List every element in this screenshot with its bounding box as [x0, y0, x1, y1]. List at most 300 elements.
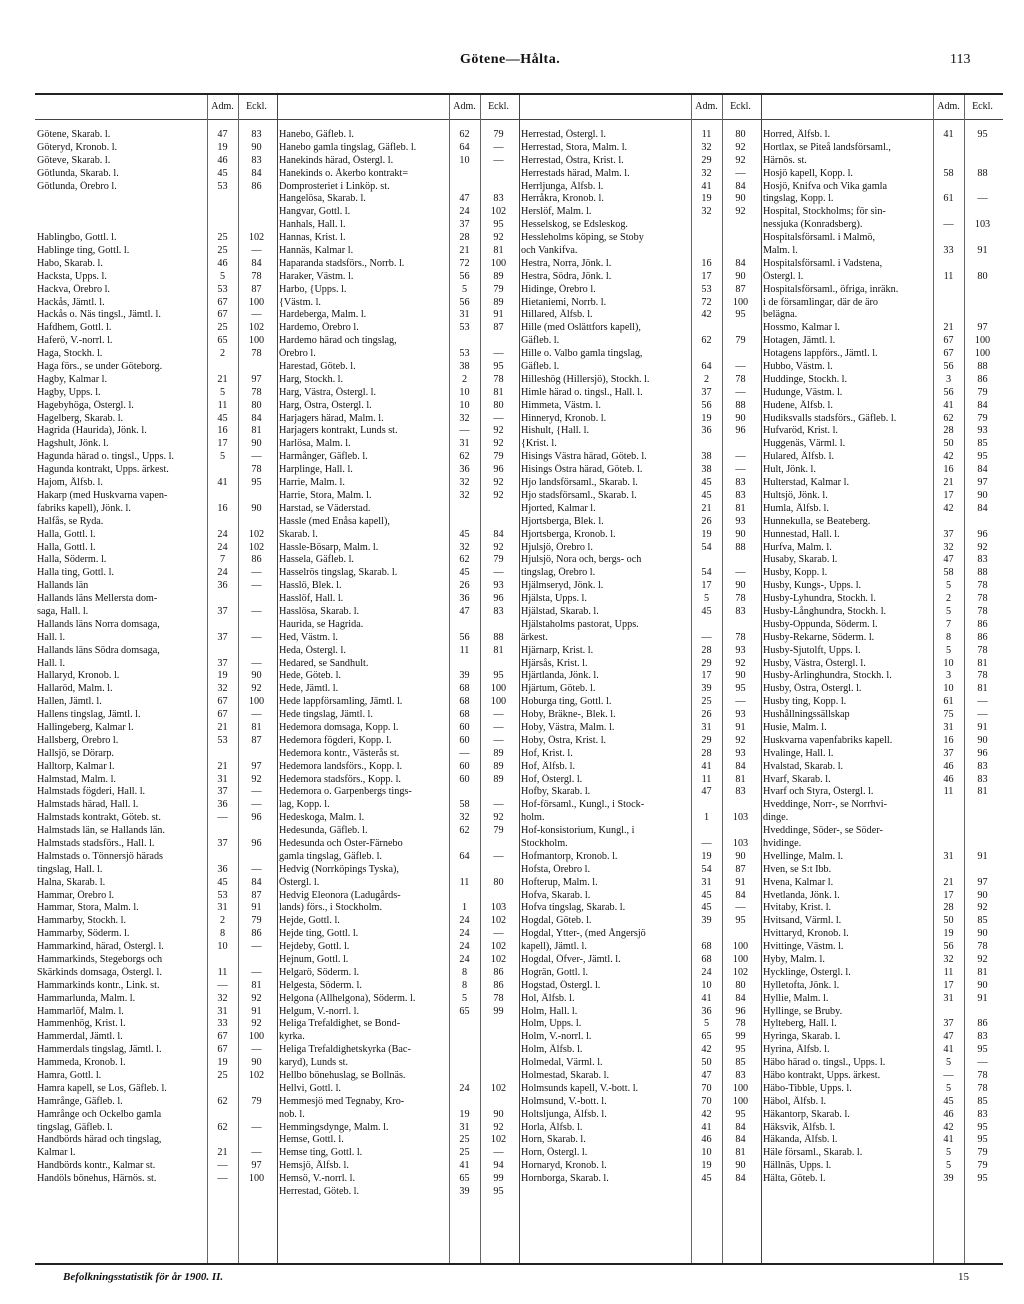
adm-page: 37 — [943, 528, 954, 540]
eckl-page: 100 — [732, 954, 749, 965]
adm-page: 41 — [459, 1160, 470, 1172]
eckl-page: 92 — [735, 657, 746, 669]
eckl-page: 100 — [732, 1082, 749, 1094]
adm-page: 21 — [217, 1147, 228, 1159]
table-row — [519, 838, 761, 851]
adm-page: 36 — [701, 425, 712, 437]
table-row — [277, 735, 519, 748]
place-name: Hejnum, Gottl. l. — [279, 954, 349, 965]
place-name: Hjärtum, Göteb. l. — [521, 683, 596, 695]
adm-page: — — [943, 219, 954, 231]
eckl-page: 78 — [735, 1018, 746, 1030]
place-name: Hjulsjö, Örebro l. — [521, 541, 593, 553]
adm-page: 19 — [701, 193, 712, 205]
eckl-page: 81 — [493, 245, 504, 257]
place-name: Helgum, V.-norrl. l. — [279, 1005, 359, 1017]
adm-page: 36 — [217, 580, 228, 592]
adm-page: 11 — [459, 644, 470, 656]
table-row — [519, 193, 761, 206]
place-name: Häksvik, Älfsb. l. — [763, 1121, 836, 1133]
adm-page: 60 — [459, 760, 470, 772]
table-row — [277, 761, 519, 774]
eckl-page: 81 — [251, 721, 262, 733]
adm-page: 67 — [943, 348, 954, 360]
table-row — [277, 1186, 519, 1199]
adm-page: 41 — [701, 992, 712, 1004]
table-row — [761, 1096, 1003, 1109]
table-row — [519, 1096, 761, 1109]
adm-page: 45 — [701, 477, 712, 489]
place-name: Hanebo, Gäfleb. l. — [279, 129, 354, 140]
table-row — [35, 516, 277, 529]
eckl-page: 83 — [735, 786, 746, 798]
place-name: {Krist. l. — [521, 438, 557, 450]
table-row — [35, 413, 277, 426]
place-name: Hagby, Upps. l. — [37, 386, 101, 398]
place-name: hvidinge. — [763, 837, 802, 849]
table-row — [35, 142, 277, 155]
table-row — [35, 387, 277, 400]
table-row — [761, 348, 1003, 361]
place-name: Hedesunda, Gäfleb. l. — [279, 825, 368, 837]
eckl-page: 86 — [251, 928, 262, 940]
table-row — [277, 400, 519, 413]
table-row — [35, 954, 277, 967]
adm-page: 72 — [459, 257, 470, 269]
adm-page: 11 — [943, 966, 954, 978]
place-name: Habo, Skarab. l. — [37, 257, 103, 269]
adm-page: 25 — [217, 245, 228, 257]
eckl-page: 83 — [493, 193, 504, 205]
adm-page: 56 — [701, 399, 712, 411]
place-name: Hallands läns Mellersta dom- — [37, 593, 158, 605]
table-row — [519, 877, 761, 890]
eckl-page: 90 — [977, 979, 988, 991]
place-name: Domprosteriet i Linköp. st. — [279, 180, 390, 192]
adm-page: 10 — [459, 399, 470, 411]
table-row — [277, 142, 519, 155]
place-name: Harstad, se Väderstad. — [279, 502, 371, 514]
eckl-page: 103 — [490, 902, 507, 914]
place-name: Hemsjö, Älfsb. l. — [279, 1160, 349, 1172]
eckl-page: 89 — [493, 773, 504, 785]
eckl-page: 88 — [735, 399, 746, 411]
place-name: Hammeda, Kronob. l. — [37, 1057, 126, 1069]
table-row — [277, 967, 519, 980]
place-name: Hisings Östra härad, Göteb. l. — [521, 464, 643, 476]
eckl-page: 90 — [735, 670, 746, 682]
table-row — [277, 632, 519, 645]
table-row — [277, 322, 519, 335]
adm-page: 42 — [943, 1121, 954, 1133]
adm-page: 56 — [459, 270, 470, 282]
table-row — [519, 786, 761, 799]
eckl-page: 93 — [493, 580, 504, 592]
place-name: Hvarf, Skarab. l. — [763, 773, 831, 785]
eckl-page: 84 — [251, 876, 262, 888]
table-row — [277, 490, 519, 503]
eckl-page: 84 — [735, 760, 746, 772]
adm-page: 68 — [459, 696, 470, 708]
table-row — [35, 335, 277, 348]
place-name: Hvalinge, Hall. l. — [763, 747, 834, 759]
eckl-page: 84 — [251, 412, 262, 424]
table-row — [277, 245, 519, 258]
place-name: Hellvi, Gottl. l. — [279, 1082, 341, 1094]
table-row — [35, 1134, 277, 1147]
place-name: Hufvaröd, Krist. l. — [763, 425, 838, 437]
place-name: Hallaryd, Kronob. l. — [37, 670, 120, 682]
adm-page: 37 — [217, 631, 228, 643]
table-row — [277, 361, 519, 374]
place-name: Hagunda härad o. tingsl., Upps. l. — [37, 451, 174, 463]
adm-header: Adm. — [937, 101, 960, 112]
table-row — [519, 554, 761, 567]
adm-page: 45 — [701, 1173, 712, 1185]
place-name: tingslag, Gäfleb. l. — [37, 1121, 113, 1133]
table-row — [35, 1147, 277, 1160]
adm-page: 5 — [219, 270, 226, 282]
place-name: Hamrånge och Ockelbo gamla — [37, 1108, 162, 1120]
table-row — [519, 812, 761, 825]
place-name: Halmstads stadsförs., Hall. l. — [37, 837, 155, 849]
eckl-page: 85 — [977, 438, 988, 450]
eckl-page: 78 — [977, 941, 988, 953]
table-row — [277, 425, 519, 438]
table-row — [761, 554, 1003, 567]
place-name: saga, Hall. l. — [37, 605, 89, 617]
table-row — [761, 786, 1003, 799]
table-row — [519, 425, 761, 438]
eckl-page: 83 — [493, 605, 504, 617]
table-row — [761, 309, 1003, 322]
place-name: Holm, V.-norrl. l. — [521, 1031, 592, 1043]
eckl-page: 83 — [977, 1108, 988, 1120]
adm-page: 26 — [701, 709, 712, 721]
adm-page: 31 — [701, 876, 712, 888]
place-name: Hagby, Kalmar l. — [37, 373, 108, 385]
column-header — [35, 95, 277, 120]
eckl-page: 80 — [735, 979, 746, 991]
adm-page: 25 — [217, 1070, 228, 1082]
table-row — [277, 606, 519, 619]
place-name: Huggenäs, Värml. l. — [763, 438, 846, 450]
table-row — [761, 967, 1003, 980]
place-name: Hosjö kapell, Kopp. l. — [763, 167, 853, 179]
place-name: Hedemora fögderi, Kopp. l. — [279, 734, 392, 746]
adm-page: 5 — [945, 1057, 952, 1069]
eckl-page: 84 — [735, 1134, 746, 1146]
adm-page: 10 — [701, 979, 712, 991]
eckl-page: 81 — [251, 979, 262, 991]
table-row — [35, 851, 277, 864]
place-name: Hesselskog, se Edsleskog. — [521, 219, 628, 231]
adm-page: 38 — [459, 361, 470, 373]
place-name: Hedeskoga, Malm. l. — [279, 812, 365, 824]
place-name: holm. — [521, 812, 545, 824]
table-row — [519, 245, 761, 258]
eckl-page: — — [493, 928, 504, 940]
place-name: Hemsö, V.-norrl. l. — [279, 1173, 356, 1185]
eckl-page: 89 — [493, 760, 504, 772]
adm-page: 47 — [459, 193, 470, 205]
eckl-page: 81 — [977, 657, 988, 669]
table-row — [519, 580, 761, 593]
eckl-page: 84 — [251, 167, 262, 179]
eckl-page: — — [251, 309, 262, 321]
eckl-page: 88 — [977, 361, 988, 373]
table-row — [35, 206, 277, 219]
eckl-page: 87 — [251, 283, 262, 295]
adm-page: 47 — [943, 554, 954, 566]
place-name: Hof, Älfsb. l. — [521, 760, 576, 772]
place-name: Haga, Stockh. l. — [37, 348, 103, 360]
place-name: Hvellinge, Malm. l. — [763, 850, 844, 862]
eckl-page: 83 — [735, 477, 746, 489]
table-row — [761, 1044, 1003, 1057]
eckl-page: — — [493, 348, 504, 360]
place-name: Humla, Älfsb. l. — [763, 502, 829, 514]
place-name: Hablinge ting, Gottl. l. — [37, 245, 130, 257]
place-name: Hyringa, Skarab. l. — [763, 1031, 841, 1043]
eckl-page: 78 — [735, 593, 746, 605]
place-name: Herrestad, Östra, Krist. l. — [521, 154, 624, 166]
eckl-page: 84 — [251, 257, 262, 269]
place-name: Holm, Upps. l. — [521, 1018, 582, 1030]
table-row — [519, 774, 761, 787]
place-name: Hälta, Göteb. l. — [763, 1173, 826, 1185]
eckl-page: 90 — [251, 670, 262, 682]
table-row — [761, 1006, 1003, 1019]
place-name: Halmstads fögderi, Hall. l. — [37, 786, 146, 798]
eckl-page: 102 — [248, 1070, 265, 1082]
place-name: Hall. l. — [37, 631, 66, 643]
adm-page: 47 — [459, 605, 470, 617]
table-row — [35, 890, 277, 903]
eckl-page: 95 — [735, 683, 746, 695]
adm-page: — — [701, 837, 712, 849]
place-name: Hamra kapell, se Los, Gäfleb. l. — [37, 1082, 167, 1094]
adm-page: 62 — [701, 335, 712, 347]
place-name: Hallands läns Södra domsaga, — [37, 644, 160, 656]
eckl-page: — — [493, 721, 504, 733]
adm-page: 62 — [943, 412, 954, 424]
eckl-page: 81 — [251, 425, 262, 437]
place-name: Haraker, Västm. l. — [279, 270, 354, 282]
adm-page: 42 — [701, 1108, 712, 1120]
table-row — [761, 902, 1003, 915]
place-name: Hassela, Gäfleb. l. — [279, 554, 354, 566]
eckl-page: 78 — [251, 270, 262, 282]
table-row — [35, 902, 277, 915]
adm-page: 64 — [459, 850, 470, 862]
place-name: kyrka. — [279, 1031, 305, 1043]
place-name: Hasslö, Blek. l. — [279, 580, 342, 592]
table-row — [519, 902, 761, 915]
table-row — [277, 902, 519, 915]
table-row — [277, 864, 519, 877]
eckl-page: 92 — [493, 1121, 504, 1133]
place-name: gamla tingslag, Gäfleb. l. — [279, 850, 382, 862]
table-row — [35, 619, 277, 632]
table-row — [761, 387, 1003, 400]
table-row — [519, 516, 761, 529]
adm-page: 26 — [701, 515, 712, 527]
place-name: Hyrina, Älfsb. l. — [763, 1044, 830, 1056]
eckl-page: 97 — [251, 373, 262, 385]
table-row — [519, 271, 761, 284]
place-name: Hagrida (Haurida), Jönk. l. — [37, 425, 147, 437]
table-row — [35, 297, 277, 310]
place-name: Heliga Trefaldighetskyrka (Bac- — [279, 1044, 411, 1056]
table-row — [519, 1109, 761, 1122]
eckl-page: 91 — [735, 721, 746, 733]
table-row — [35, 1044, 277, 1057]
table-row — [35, 1006, 277, 1019]
eckl-page: — — [251, 1044, 262, 1056]
adm-page: 5 — [219, 451, 226, 463]
table-row — [761, 619, 1003, 632]
eckl-page: 79 — [251, 915, 262, 927]
adm-page: 10 — [943, 683, 954, 695]
adm-page: 21 — [701, 502, 712, 514]
place-name: Hällnäs, Upps. l. — [763, 1160, 832, 1172]
place-name: Hudunge, Västm. l. — [763, 386, 843, 398]
table-row — [35, 438, 277, 451]
place-name: Hammarlöf, Malm. l. — [37, 1005, 124, 1017]
place-name: Hemmingsdynge, Malm. l. — [279, 1121, 389, 1133]
eckl-page: 102 — [490, 1082, 507, 1094]
table-row — [761, 670, 1003, 683]
adm-page: 67 — [217, 1031, 228, 1043]
table-row — [761, 877, 1003, 890]
eckl-page: 92 — [735, 141, 746, 153]
index-table — [35, 93, 1003, 1265]
eckl-page: 100 — [490, 696, 507, 708]
eckl-page: 100 — [732, 941, 749, 953]
eckl-page: 90 — [977, 734, 988, 746]
table-row — [35, 284, 277, 297]
table-row — [761, 645, 1003, 658]
place-name: Hotagen, Jämtl. l. — [763, 335, 836, 347]
place-name: Hanebo gamla tingslag, Gäfleb. l. — [279, 141, 417, 153]
table-row — [519, 206, 761, 219]
adm-page: 42 — [943, 502, 954, 514]
adm-page: 16 — [217, 502, 228, 514]
eckl-page: 90 — [977, 889, 988, 901]
table-row — [761, 1134, 1003, 1147]
eckl-page: 91 — [977, 850, 988, 862]
table-row — [519, 374, 761, 387]
table-row — [761, 413, 1003, 426]
eckl-page: — — [735, 167, 746, 179]
place-name: Hogrän, Gottl. l. — [521, 966, 589, 978]
eckl-page: 99 — [735, 1031, 746, 1043]
adm-page: 67 — [943, 335, 954, 347]
table-row — [519, 129, 761, 142]
place-name: Hjo stadsförsaml., Skarab. l. — [521, 489, 637, 501]
adm-page: 31 — [943, 850, 954, 862]
eckl-page: 79 — [493, 451, 504, 463]
place-name: Häkantorp, Skarab. l. — [763, 1108, 850, 1120]
place-name: Heda, Östergl. l. — [279, 644, 346, 656]
place-name: Hvetlanda, Jönk. l. — [763, 889, 840, 901]
place-name: Husby-Rekarne, Söderm. l. — [763, 631, 875, 643]
place-name: Husby-Lyhundra, Stockh. l. — [763, 593, 876, 605]
place-name: Hornborga, Skarab. l. — [521, 1173, 609, 1185]
adm-page: 5 — [945, 1160, 952, 1172]
place-name: Harjagers kontrakt, Lunds st. — [279, 425, 398, 437]
eckl-page: 103 — [732, 837, 749, 849]
table-row — [519, 142, 761, 155]
place-name: Halla, Gottl. l. — [37, 541, 96, 553]
adm-page: 24 — [459, 941, 470, 953]
table-row — [519, 1147, 761, 1160]
adm-page: 11 — [701, 129, 712, 140]
table-row — [35, 129, 277, 142]
eckl-page: — — [735, 361, 746, 373]
eckl-page: — — [251, 709, 262, 721]
adm-page: 19 — [217, 141, 228, 153]
adm-page: 65 — [459, 1005, 470, 1017]
place-name: Huddinge, Stockh. l. — [763, 373, 848, 385]
place-name: Haurida, se Hagrida. — [279, 618, 364, 630]
place-name: Halmstads kontrakt, Göteb. st. — [37, 812, 161, 824]
table-row — [35, 670, 277, 683]
table-row — [277, 348, 519, 361]
adm-page: 24 — [217, 567, 228, 579]
table-row — [761, 1160, 1003, 1173]
table-row — [761, 1147, 1003, 1160]
place-name: Hyby, Malm. l. — [763, 954, 825, 965]
eckl-page: 100 — [248, 335, 265, 347]
table-row — [35, 258, 277, 271]
table-row — [761, 142, 1003, 155]
table-row — [761, 206, 1003, 219]
adm-page: 67 — [217, 709, 228, 721]
eckl-page: 96 — [251, 812, 262, 824]
eckl-page: — — [251, 580, 262, 592]
table-row — [519, 155, 761, 168]
adm-page: 31 — [217, 1005, 228, 1017]
table-row — [35, 722, 277, 735]
table-row — [277, 812, 519, 825]
adm-page: 60 — [459, 721, 470, 733]
adm-page: 17 — [943, 979, 954, 991]
eckl-page: 86 — [251, 554, 262, 566]
eckl-page: — — [493, 141, 504, 153]
adm-page: 67 — [217, 296, 228, 308]
adm-page: 5 — [461, 992, 468, 1004]
eckl-page: 100 — [248, 296, 265, 308]
adm-page: 65 — [217, 335, 228, 347]
eckl-page: 93 — [735, 644, 746, 656]
eckl-page: 95 — [735, 1044, 746, 1056]
table-row — [277, 181, 519, 194]
eckl-page: 99 — [493, 1173, 504, 1185]
table-row — [277, 825, 519, 838]
adm-page: 36 — [459, 593, 470, 605]
place-name: Harg, Västra, Östergl. l. — [279, 386, 377, 398]
place-name: Götlunda, Skarab. l. — [37, 167, 119, 179]
place-name: Hede tingslag, Jämtl. l. — [279, 709, 373, 721]
eckl-page: 95 — [977, 1121, 988, 1133]
place-name: Kalmar l. — [37, 1147, 76, 1159]
place-name: Hammarkind, härad, Östergl. l. — [37, 941, 164, 953]
adm-page: 47 — [701, 1070, 712, 1082]
table-row — [277, 477, 519, 490]
eckl-page: 87 — [251, 889, 262, 901]
